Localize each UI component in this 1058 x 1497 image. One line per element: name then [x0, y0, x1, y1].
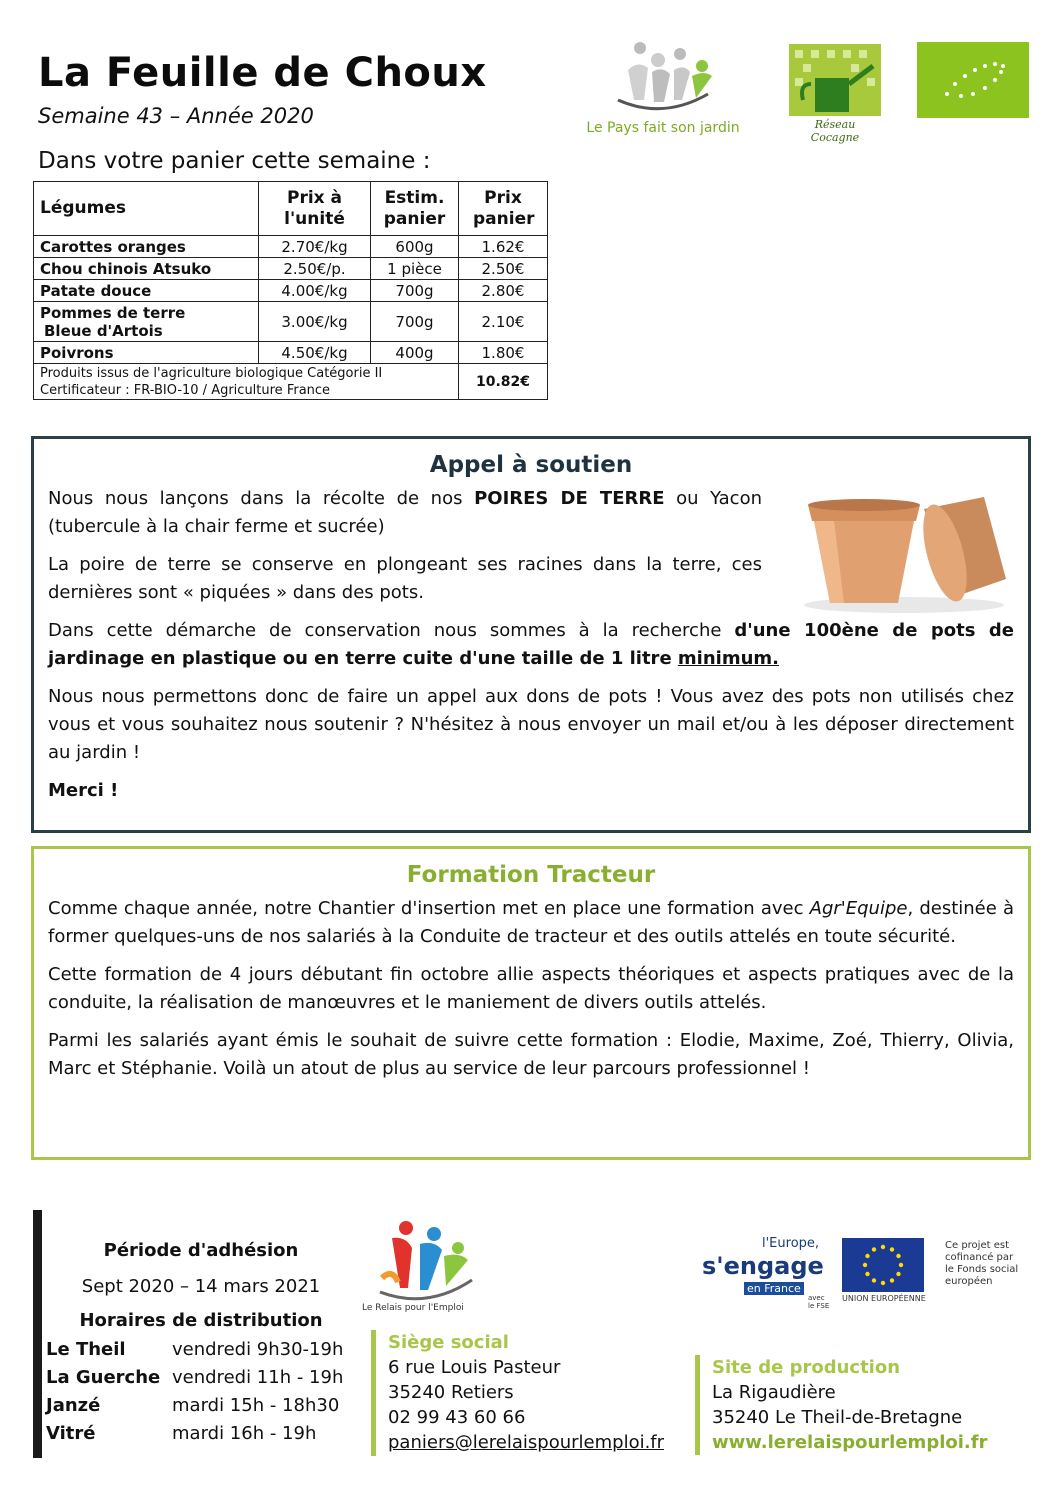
header-basket-price: Prix panier: [459, 182, 548, 236]
eu-organic-logo: [917, 42, 1029, 118]
adhesion-dates: Sept 2020 – 14 mars 2021: [81, 1276, 321, 1297]
siege-city: 35240 Retiers: [388, 1382, 514, 1403]
veg-price: 1.62€: [459, 236, 548, 258]
veg-name-line2: Bleue d'Artois: [44, 321, 163, 340]
terracotta-pots-image: [774, 487, 1014, 617]
table-row: [34, 258, 548, 280]
siege-email-link[interactable]: paniers@lerelaispourlemploi.fr: [388, 1432, 665, 1453]
table-row: [34, 342, 548, 364]
veg-estimate: 1 pièce: [371, 258, 459, 280]
header-unit-price: Prix à l'unité: [259, 182, 371, 236]
header-estimate: Estim. panier: [371, 182, 459, 236]
prod-title: Site de production: [712, 1357, 901, 1378]
veg-name: Patate douce: [34, 280, 259, 302]
table-row: [34, 302, 548, 342]
veg-estimate: 400g: [371, 342, 459, 364]
site-production-block: [695, 1355, 987, 1455]
basket-heading: Dans votre panier cette semaine :: [38, 148, 431, 174]
tracteur-title: Formation Tracteur: [406, 862, 656, 888]
tracteur-paragraph-1: Comme chaque année, notre Chantier d'insertion met en place une formation avec Agr'Equipe, destinée à former quelques-uns de nos salariés à la Conduite de tracteur et des outils attelés en toute sécurité.: [48, 898, 1014, 947]
horaires-title: Horaires de distribution: [79, 1310, 323, 1331]
newsletter-title: La Feuille de Choux: [38, 50, 487, 96]
appel-paragraph-2: La poire de terre se conserve en plongeant ses racines dans la terre, ces dernières sont « piquées » dans des pots.: [48, 554, 762, 603]
list-item: Le Theil vendredi 9h30-19h: [46, 1339, 344, 1360]
veg-estimate: 700g: [371, 302, 459, 342]
appel-paragraph-4: Nous nous permettons donc de faire un appel aux dons de pots ! Vous avez des pots non utilisés chez vous et vous souhaitez nous soutenir ? N'hésitez à nous envoyer un mail et/ou à les déposer directement au jardin !: [48, 686, 1014, 763]
siege-social-block: [371, 1330, 664, 1456]
appel-thanks: Merci !: [48, 780, 119, 801]
table-footer-row: [34, 364, 548, 400]
veg-price: 2.50€: [459, 258, 548, 280]
veg-unit-price: 3.00€/kg: [259, 302, 371, 342]
table-row: [34, 236, 548, 258]
prod-city: 35240 Le Theil-de-Bretagne: [712, 1407, 963, 1428]
watering-can-icon: [789, 44, 881, 116]
siege-title: Siège social: [388, 1332, 509, 1353]
distribution-schedule: [46, 1336, 356, 1448]
reseau-cocagne-logo: [789, 44, 881, 144]
europe-line2: s'engage: [702, 1252, 824, 1280]
tracteur-paragraph-2: Cette formation de 4 jours débutant fin octobre allie aspects théoriques et aspects pratiques avec de la conduite, la réalisation de manœuvres et le maniement de divers outils attelés.: [48, 964, 1014, 1013]
pays-jardin-logo: [578, 40, 748, 140]
certification-line2: Certificateur : FR-BIO-10 / Agriculture France: [40, 382, 331, 398]
veg-price: 2.80€: [459, 280, 548, 302]
europe-line1: l'Europe,: [762, 1236, 820, 1251]
veg-price: 2.10€: [459, 302, 548, 342]
list-item: Vitré mardi 16h - 19h: [46, 1423, 317, 1444]
veg-unit-price: 4.50€/kg: [259, 342, 371, 364]
veg-name: Poivrons: [34, 342, 259, 364]
appel-paragraph-1: Nous nous lançons dans la récolte de nos POIRES DE TERRE ou Yacon (tubercule à la chair ferme et sucrée): [48, 488, 762, 537]
pays-jardin-label: Le Pays fait son jardin: [586, 120, 740, 136]
basket-table: [33, 181, 548, 400]
reseau-cocagne-label: Réseau Cocagne: [810, 118, 860, 144]
europe-engage-logo: [702, 1236, 830, 1310]
tracteur-paragraph-3: Parmi les salariés ayant émis le souhait de suivre cette formation : Elodie, Maxime, Zoé, Thierry, Olivia, Marc et Stéphanie. Voilà un atout de plus au service de leur parcours professionnel !: [48, 1030, 1014, 1079]
table-header-row: [34, 182, 548, 236]
veg-unit-price: 2.50€/p.: [259, 258, 371, 280]
veg-price: 1.80€: [459, 342, 548, 364]
adhesion-title: Période d'adhésion: [103, 1240, 299, 1261]
appel-paragraph-3: Dans cette démarche de conservation nous sommes à la recherche d'une 100ène de pots de jardinage en plastique ou en terre cuite d'une taille de 1 litre minimum.: [48, 620, 1014, 669]
list-item: Janzé mardi 15h - 18h30: [46, 1395, 340, 1416]
people-logo-icon: [578, 40, 748, 120]
table-row: [34, 280, 548, 302]
veg-estimate: 700g: [371, 280, 459, 302]
europe-line4: avec le FSE: [808, 1294, 830, 1310]
veg-name-line1: Pommes de terre: [40, 303, 186, 322]
fse-cofinance-text: Ce projet est cofinancé par le Fonds social européen: [945, 1240, 1019, 1287]
certification-line1: Produits issus de l'agriculture biologique Catégorie II: [40, 365, 383, 381]
formation-tracteur-section: [31, 846, 1031, 1160]
footer-info: [46, 1236, 356, 1448]
siege-phone: 02 99 43 60 66: [388, 1407, 526, 1428]
week-subtitle: Semaine 43 – Année 2020: [38, 104, 314, 128]
veg-name: Carottes oranges: [34, 236, 259, 258]
eu-flag-icon: [842, 1238, 924, 1292]
relais-emploi-label: Le Relais pour l'Emploi: [362, 1303, 464, 1313]
appel-soutien-section: [31, 436, 1031, 833]
organic-leaf-icon: [917, 42, 1029, 118]
veg-name: [34, 302, 259, 342]
footer-divider: [33, 1210, 42, 1458]
header-legumes: Légumes: [34, 182, 259, 236]
list-item: La Guerche vendredi 11h - 19h: [46, 1367, 344, 1388]
veg-estimate: 600g: [371, 236, 459, 258]
basket-total: 10.82€: [459, 364, 548, 400]
veg-name: Chou chinois Atsuko: [34, 258, 259, 280]
certification-note: [34, 364, 459, 400]
veg-unit-price: 2.70€/kg: [259, 236, 371, 258]
eu-label: UNION EUROPÉENNE: [842, 1294, 926, 1303]
prod-place: La Rigaudière: [712, 1382, 836, 1403]
veg-unit-price: 4.00€/kg: [259, 280, 371, 302]
siege-street: 6 rue Louis Pasteur: [388, 1357, 561, 1378]
europe-line3: en France: [744, 1282, 804, 1295]
website-link[interactable]: www.lerelaispourlemploi.fr: [712, 1432, 988, 1453]
appel-title: Appel à soutien: [429, 452, 633, 478]
